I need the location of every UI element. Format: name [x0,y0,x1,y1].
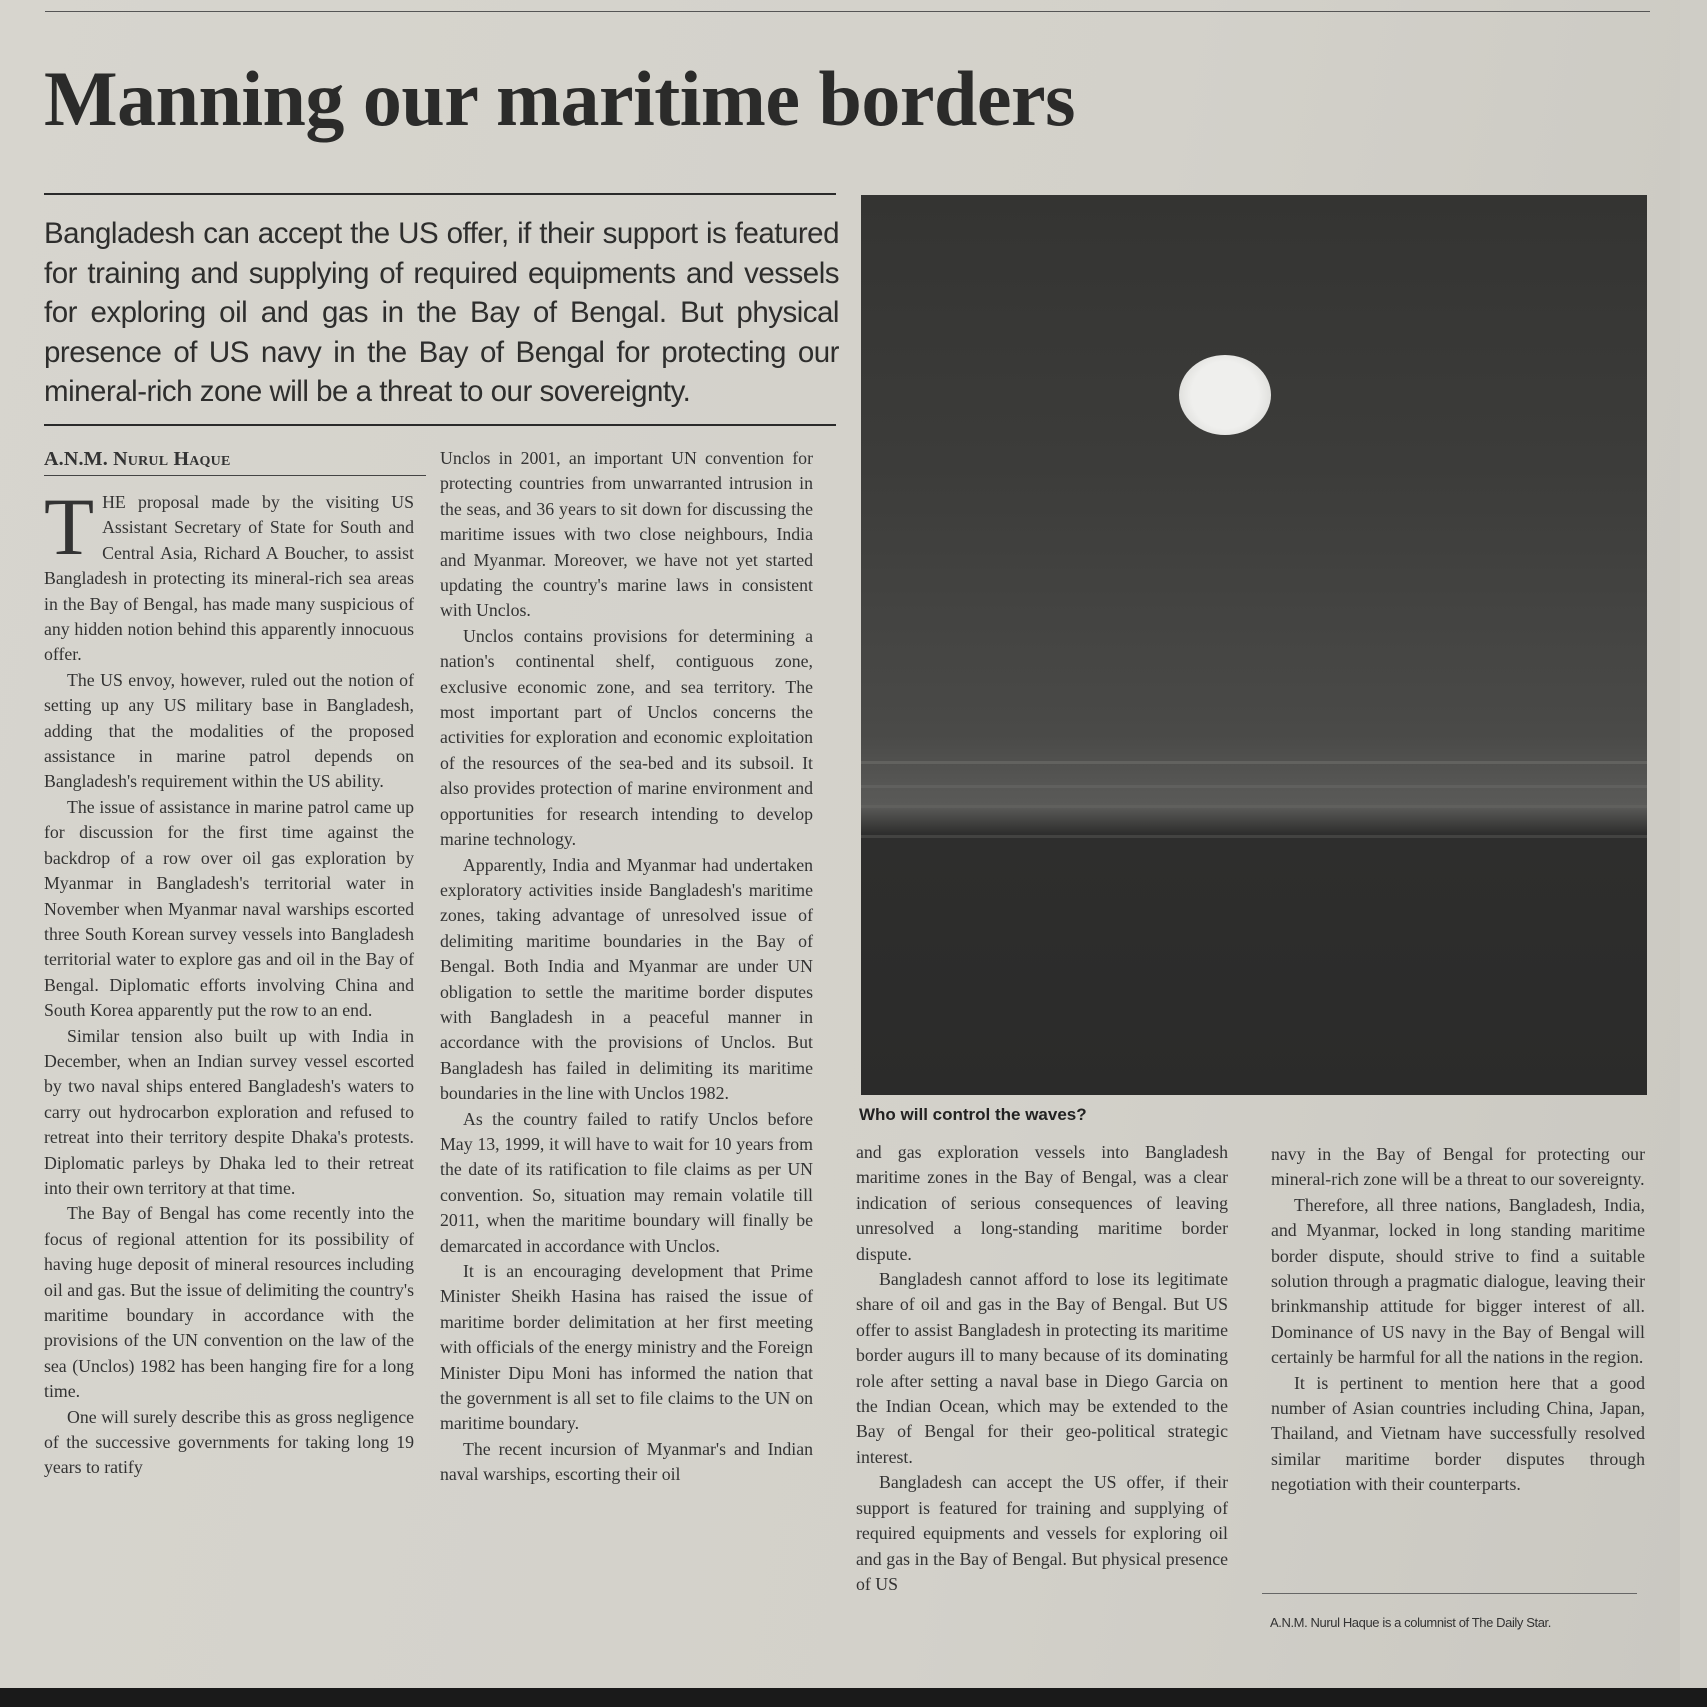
deck-rule-bottom [44,424,836,426]
wave-line [861,835,1647,838]
article-column-1 [44,481,414,1481]
article-column-4 [1271,1142,1645,1498]
paragraph: Bangladesh cannot afford to lose its legitimate share of oil and gas in the Bay of Bengal. But US offer to assist Bangladesh in protecting its maritime border augurs ill to many because of its dominating role after setting a naval base in Diego Garcia on the Indian Ocean, which may be extended to the Bay of Bengal for their geo-political strategic interest. [856,1269,1228,1467]
drop-cap: T [44,481,95,572]
deck-rule-top [44,193,836,195]
wave-line [861,805,1647,808]
photo-caption: Who will control the waves? [859,1105,1087,1124]
page-edge-shadow [0,1688,1707,1707]
paragraph: As the country failed to ratify Unclos before May 13, 1999, it will have to wait for 10 years from the date of its ratification to file claims as per UN convention. So, situation may remain volatile till 2011, when the maritime boundary will finally be demarcated in accordance with Unclos. [440,1108,813,1256]
headline: Manning our maritime borders [44,55,1076,142]
paragraph: Apparently, India and Myanmar had undertaken exploratory activities inside Bangladesh's maritime zones, taking advantage of unresolved issue of delimiting maritime boundaries in the Bay of Bengal. Both India and Myanmar are under UN obligation to settle the maritime border disputes with Bangladesh in a peaceful manner in accordance with the provisions of Unclos. But Bangladesh has failed in delimiting its maritime boundaries in the line with Unclos 1982. [440,854,813,1104]
paragraph: Unclos contains provisions for determining a nation's continental shelf, contiguous zone, exclusive economic zone, and sea territory. The most important part of Unclos concerns the activities for exploration and economic exploitation of the resources of the sea-bed and its subsoil. It also provides protection of marine environment and opportunities for research intending to develop marine technology. [440,625,813,850]
wave-line [861,785,1647,788]
sunset-sea-photo [861,195,1647,1095]
paragraph: The Bay of Bengal has come recently into the focus of regional attention for its possibility of having huge deposit of mineral resources including oil and gas. But the issue of delimiting the country's maritime boundary in accordance with the provisions of the UN convention on the law of the sea (Unclos) 1982 has been hanging fire for a long time. [44,1203,414,1402]
paragraph: One will surely describe this as gross negligence of the successive governments for taking long 19 years to ratify [44,1406,414,1478]
paragraph: HE proposal made by the visiting US Assistant Secretary of State for South and Central Asia, Richard A Boucher, to assist Bangladesh in protecting its mineral-rich sea areas in the Bay of Bengal, has made many suspicious of any hidden notion behind this apparently innocuous offer. [44,492,414,665]
byline: A.N.M. Nurul Haque [44,448,231,470]
paragraph: Bangladesh can accept the US offer, if their support is featured for training and supplying of required equipments and vessels for exploring oil and gas in the Bay of Bengal. But physical presence of US [856,1472,1228,1594]
end-rule [1262,1593,1637,1594]
paragraph: Therefore, all three nations, Bangladesh, India, and Myanmar, locked in long standing maritime border dispute, should strive to find a suitable solution through a pragmatic dialogue, leaving their brinkmanship attitude for bigger interest of all. Dominance of US navy in the Bay of Bengal will certainly be harmful for all the nations in the region. [1271,1194,1645,1368]
wave-line [861,761,1647,764]
paragraph: Unclos in 2001, an important UN convention for protecting countries from unwarranted intrusion in the seas, and 36 years to sit down for discussing the maritime issues with two close neighbours, India and Myanmar. Moreover, we have not yet started updating the country's marine laws in consistent with Unclos. [440,448,813,621]
sun-image [1179,355,1271,435]
paragraph: Similar tension also built up with India in December, when an Indian survey vessel escorted by two naval ships entered Bangladesh's waters to carry out hydrocarbon exploration and refused to retreat into their territory despite Dhaka's protests. Diplomatic parleys by Dhaka led to their retreat into their own territory at that time. [44,1025,414,1198]
author-footnote: A.N.M. Nurul Haque is a columnist of The Daily Star. [1270,1615,1551,1630]
top-rule [45,11,1650,12]
byline-rule [44,475,426,476]
paragraph: and gas exploration vessels into Bangladesh maritime zones in the Bay of Bengal, was a clear indication of serious consequences of leaving unresolved a long-standing maritime border dispute. [856,1142,1228,1264]
paragraph: It is an encouraging development that Prime Minister Sheikh Hasina has raised the issue of maritime border delimitation at her first meeting with officials of the energy ministry and the Foreign Minister Dipu Moni has informed the nation that the government is all set to file claims to the UN on maritime boundary. [440,1261,813,1434]
paragraph: The recent incursion of Myanmar's and Indian naval warships, escorting their oil [440,1438,813,1485]
paragraph: navy in the Bay of Bengal for protecting our mineral-rich zone will be a threat to our sovereignty. [1271,1144,1645,1190]
paragraph: The US envoy, however, ruled out the notion of setting up any US military base in Bangladesh, adding that the modalities of the proposed assistance in marine patrol depends on Bangladesh's requirement within the US ability. [44,669,414,792]
paragraph: It is pertinent to mention here that a good number of Asian countries including China, Japan, Thailand, and Vietnam have successfully resolved similar maritime border disputes through negotiation with their counterparts. [1271,1372,1645,1495]
article-column-3 [856,1140,1228,1597]
paragraph: The issue of assistance in marine patrol came up for discussion for the first time against the backdrop of a row over oil gas exploration by Myanmar in Bangladesh's territorial water in November when Myanmar naval warships escorted three South Korean survey vessels into Bangladesh territorial water to explore gas and oil in the Bay of Bengal. Diplomatic efforts involving China and South Korea apparently put the row to an end. [44,796,414,1021]
article-column-2 [440,446,813,1488]
deck-summary: Bangladesh can accept the US offer, if their support is featured for training and supplying of required equipments and vessels for exploring oil and gas in the Bay of Bengal. But physical presence of US navy in the Bay of Bengal for protecting our mineral-rich zone will be a threat to our sovereignty. [44,217,839,408]
